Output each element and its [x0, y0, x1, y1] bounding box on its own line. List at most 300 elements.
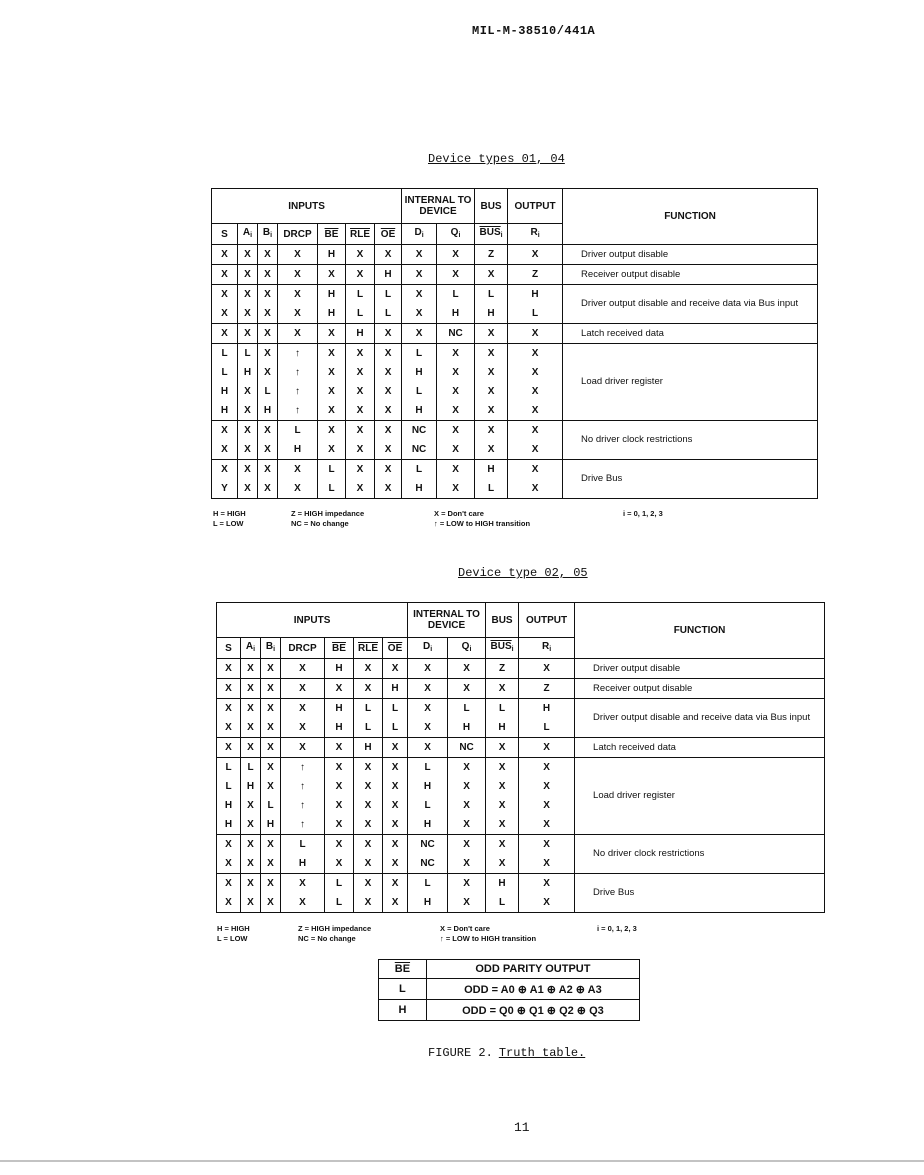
col-b: $B_i$: [261, 638, 281, 659]
table-cell: X: [508, 479, 563, 499]
table-cell: X: [448, 815, 486, 835]
table-row: [217, 659, 825, 679]
table-row: [212, 421, 818, 441]
function-cell: Driver output disable: [563, 245, 818, 265]
col-oe: $\overline{OE}$: [375, 224, 402, 245]
output-header: OUTPUT: [519, 603, 575, 638]
parity-row-be: L: [379, 979, 427, 1000]
table-cell: L: [217, 758, 241, 778]
table-cell: X: [354, 854, 383, 874]
bus-header: BUS: [475, 189, 508, 224]
table-row: [217, 738, 825, 758]
table-cell: X: [241, 815, 261, 835]
table-cell: X: [318, 401, 346, 421]
table-cell: X: [354, 777, 383, 796]
table-cell: X: [217, 835, 241, 855]
table-cell: X: [217, 738, 241, 758]
table-cell: X: [325, 835, 354, 855]
table-cell: H: [325, 718, 354, 738]
table-cell: Z: [475, 245, 508, 265]
table-cell: H: [212, 401, 238, 421]
function-cell: Load driver register: [563, 344, 818, 421]
table-cell: X: [258, 440, 278, 460]
table-row: [212, 324, 818, 344]
table-cell: X: [375, 245, 402, 265]
table-cell: X: [354, 679, 383, 699]
table-cell: X: [238, 401, 258, 421]
table-cell: X: [241, 738, 261, 758]
table-cell: X: [475, 363, 508, 382]
legend-index: i = 0, 1, 2, 3: [623, 509, 663, 518]
table-cell: X: [346, 245, 375, 265]
table-cell: X: [217, 893, 241, 913]
table-cell: L: [402, 460, 437, 480]
table-cell: H: [238, 363, 258, 382]
col-d: $D_i$: [402, 224, 437, 245]
table-cell: X: [278, 324, 318, 344]
table-cell: X: [375, 382, 402, 401]
table-cell: L: [402, 344, 437, 364]
table-cell: L: [486, 699, 519, 719]
table-cell: X: [508, 421, 563, 441]
table-cell: X: [281, 874, 325, 894]
table-cell: X: [486, 796, 519, 815]
table-cell: X: [217, 718, 241, 738]
table-cell: X: [258, 421, 278, 441]
table-cell: X: [325, 738, 354, 758]
table-cell: L: [281, 835, 325, 855]
table-cell: X: [448, 874, 486, 894]
table-cell: X: [437, 363, 475, 382]
table-cell: L: [519, 718, 575, 738]
table-cell: X: [383, 874, 408, 894]
table-cell: H: [383, 679, 408, 699]
table-cell: X: [318, 344, 346, 364]
table-cell: X: [261, 854, 281, 874]
table-cell: X: [278, 304, 318, 324]
legend-high-low: H = HIGH L = LOW: [213, 509, 246, 528]
table-cell: NC: [408, 835, 448, 855]
table-cell: H: [486, 874, 519, 894]
table-cell: H: [402, 401, 437, 421]
table-cell: H: [212, 382, 238, 401]
table-cell: L: [408, 874, 448, 894]
table-cell: H: [261, 815, 281, 835]
table-cell: X: [486, 835, 519, 855]
table-cell: ↑: [278, 401, 318, 421]
table-cell: L: [508, 304, 563, 324]
table-cell: H: [325, 659, 354, 679]
function-cell: No driver clock restrictions: [575, 835, 825, 874]
table-cell: L: [383, 718, 408, 738]
table-cell: X: [217, 699, 241, 719]
table-cell: X: [519, 815, 575, 835]
table-cell: X: [486, 679, 519, 699]
table-row: [217, 835, 825, 855]
output-header: OUTPUT: [508, 189, 563, 224]
inputs-header: INPUTS: [217, 603, 408, 638]
parity-row-be: H: [379, 1000, 427, 1021]
table-cell: X: [241, 659, 261, 679]
figure-caption: FIGURE 2. Truth table.: [428, 1046, 586, 1060]
table2-caption: Device type 02, 05: [458, 566, 588, 580]
parity-col-be: $\overline{BE}$: [379, 960, 427, 979]
function-cell: Driver output disable and receive data via Bus input: [563, 285, 818, 324]
table-cell: X: [212, 245, 238, 265]
table-cell: H: [437, 304, 475, 324]
table-cell: X: [261, 777, 281, 796]
table-cell: X: [383, 854, 408, 874]
table-cell: H: [346, 324, 375, 344]
col-oe: $\overline{OE}$: [383, 638, 408, 659]
table-cell: X: [508, 382, 563, 401]
internal-header: INTERNAL TO DEVICE: [408, 603, 486, 638]
table-row: [212, 460, 818, 480]
table-cell: H: [258, 401, 278, 421]
table-cell: X: [261, 738, 281, 758]
table-cell: X: [281, 738, 325, 758]
table-cell: X: [375, 460, 402, 480]
table-cell: X: [258, 324, 278, 344]
table-cell: X: [325, 758, 354, 778]
table-cell: X: [354, 659, 383, 679]
col-d: $D_i$: [408, 638, 448, 659]
table-row: [217, 679, 825, 699]
page-number: 11: [514, 1120, 530, 1135]
table-cell: X: [238, 421, 258, 441]
table-cell: X: [375, 421, 402, 441]
table-cell: X: [437, 460, 475, 480]
table-cell: X: [281, 699, 325, 719]
col-q: $Q_i$: [437, 224, 475, 245]
table-cell: X: [346, 440, 375, 460]
col-be: $\overline{BE}$: [325, 638, 354, 659]
table-cell: H: [217, 815, 241, 835]
table-cell: X: [278, 245, 318, 265]
table-cell: H: [241, 777, 261, 796]
table-cell: X: [278, 265, 318, 285]
table-cell: X: [325, 854, 354, 874]
table-cell: X: [212, 440, 238, 460]
table-cell: H: [402, 363, 437, 382]
table-cell: L: [375, 304, 402, 324]
table-cell: X: [238, 245, 258, 265]
table-cell: L: [212, 363, 238, 382]
legend-x-transition: X = Don't care ↑ = LOW to HIGH transition: [440, 924, 537, 943]
function-header: FUNCTION: [563, 189, 818, 245]
table-cell: X: [508, 344, 563, 364]
table-cell: L: [383, 699, 408, 719]
table-cell: X: [402, 245, 437, 265]
table-cell: X: [281, 718, 325, 738]
table-cell: X: [383, 835, 408, 855]
truth-table-02-05: [216, 602, 825, 913]
table-cell: X: [318, 265, 346, 285]
table-cell: X: [217, 679, 241, 699]
table-cell: X: [258, 265, 278, 285]
table-cell: X: [486, 758, 519, 778]
table-cell: X: [508, 363, 563, 382]
function-cell: Latch received data: [563, 324, 818, 344]
function-cell: No driver clock restrictions: [563, 421, 818, 460]
col-s: S: [212, 224, 238, 245]
table-cell: X: [325, 815, 354, 835]
legend-index: i = 0, 1, 2, 3: [597, 924, 637, 933]
table-cell: X: [383, 758, 408, 778]
table-cell: X: [212, 460, 238, 480]
function-header: FUNCTION: [575, 603, 825, 659]
table-cell: X: [261, 874, 281, 894]
table-cell: X: [346, 479, 375, 499]
table-cell: NC: [448, 738, 486, 758]
table-cell: X: [238, 479, 258, 499]
table-cell: X: [238, 304, 258, 324]
table-cell: X: [325, 796, 354, 815]
table-cell: NC: [437, 324, 475, 344]
table-cell: X: [375, 440, 402, 460]
function-cell: Drive Bus: [575, 874, 825, 913]
table-cell: X: [519, 777, 575, 796]
table-cell: X: [241, 854, 261, 874]
table-cell: X: [346, 265, 375, 285]
table-cell: X: [437, 401, 475, 421]
table-cell: X: [508, 460, 563, 480]
table-cell: L: [318, 479, 346, 499]
table-cell: X: [346, 344, 375, 364]
table-cell: X: [238, 460, 258, 480]
table-cell: X: [508, 324, 563, 344]
table-cell: X: [402, 324, 437, 344]
table-cell: X: [475, 324, 508, 344]
legend-high-low: H = HIGH L = LOW: [217, 924, 250, 943]
table-cell: H: [475, 304, 508, 324]
col-b: $B_i$: [258, 224, 278, 245]
table-cell: X: [448, 659, 486, 679]
parity-col-output: ODD PARITY OUTPUT: [426, 960, 639, 979]
table-cell: X: [318, 440, 346, 460]
table-cell: X: [261, 893, 281, 913]
table-cell: L: [238, 344, 258, 364]
table-cell: X: [354, 758, 383, 778]
col-a: $A_i$: [241, 638, 261, 659]
table-row: [212, 344, 818, 364]
table-cell: L: [318, 460, 346, 480]
table-cell: X: [258, 304, 278, 324]
table-cell: H: [486, 718, 519, 738]
table-cell: X: [519, 758, 575, 778]
table-cell: X: [212, 304, 238, 324]
table-cell: H: [318, 304, 346, 324]
table-cell: X: [437, 344, 475, 364]
table-cell: L: [346, 304, 375, 324]
table-cell: X: [346, 460, 375, 480]
table-cell: X: [261, 699, 281, 719]
table-cell: X: [241, 679, 261, 699]
table-cell: X: [437, 421, 475, 441]
table-cell: X: [354, 874, 383, 894]
table-cell: X: [354, 893, 383, 913]
table-cell: X: [238, 324, 258, 344]
table-cell: X: [375, 479, 402, 499]
table-cell: X: [241, 874, 261, 894]
table-cell: H: [375, 265, 402, 285]
table-cell: X: [402, 304, 437, 324]
internal-header: INTERNAL TO DEVICE: [402, 189, 475, 224]
function-cell: Load driver register: [575, 758, 825, 835]
table-cell: X: [241, 699, 261, 719]
table-cell: X: [383, 796, 408, 815]
table-cell: H: [408, 815, 448, 835]
table-cell: X: [437, 245, 475, 265]
table-cell: X: [281, 659, 325, 679]
table-cell: X: [375, 363, 402, 382]
table-cell: X: [354, 835, 383, 855]
table-cell: X: [448, 758, 486, 778]
document-number: MIL-M-38510/441A: [472, 24, 596, 38]
table-cell: L: [278, 421, 318, 441]
table-cell: X: [212, 421, 238, 441]
table-cell: X: [241, 718, 261, 738]
table-cell: X: [212, 324, 238, 344]
scan-edge-line: [0, 1160, 924, 1162]
table-cell: X: [448, 679, 486, 699]
table-cell: ↑: [281, 796, 325, 815]
col-bus: $\overline{BUS}_i$: [475, 224, 508, 245]
parity-row-expr: ODD = A0 ⊕ A1 ⊕ A2 ⊕ A3: [426, 979, 639, 1000]
table-cell: L: [408, 796, 448, 815]
table-cell: X: [261, 835, 281, 855]
table-cell: X: [519, 796, 575, 815]
table-cell: Y: [212, 479, 238, 499]
table-cell: X: [383, 659, 408, 679]
col-drcp: DRCP: [281, 638, 325, 659]
table-cell: X: [437, 440, 475, 460]
table-cell: X: [437, 265, 475, 285]
table-cell: X: [261, 758, 281, 778]
table-cell: X: [475, 382, 508, 401]
table-cell: X: [258, 479, 278, 499]
table-cell: L: [448, 699, 486, 719]
table-cell: X: [448, 835, 486, 855]
inputs-header: INPUTS: [212, 189, 402, 224]
table-cell: H: [217, 796, 241, 815]
table-cell: X: [383, 777, 408, 796]
table-cell: X: [408, 659, 448, 679]
table-cell: X: [261, 679, 281, 699]
table-cell: NC: [402, 421, 437, 441]
table-cell: X: [318, 382, 346, 401]
table-cell: X: [212, 285, 238, 305]
table-cell: X: [354, 796, 383, 815]
col-be: $\overline{BE}$: [318, 224, 346, 245]
table-cell: X: [437, 479, 475, 499]
table-cell: L: [375, 285, 402, 305]
table-cell: X: [486, 738, 519, 758]
table-cell: H: [278, 440, 318, 460]
table-cell: X: [519, 854, 575, 874]
table-cell: X: [475, 344, 508, 364]
table-cell: X: [475, 440, 508, 460]
table-cell: X: [402, 285, 437, 305]
table-cell: X: [212, 265, 238, 285]
table-cell: X: [508, 440, 563, 460]
table-cell: ↑: [281, 758, 325, 778]
table-cell: H: [508, 285, 563, 305]
table-cell: X: [217, 659, 241, 679]
table-cell: X: [375, 344, 402, 364]
table-cell: X: [486, 815, 519, 835]
table-cell: L: [475, 285, 508, 305]
table-cell: L: [241, 758, 261, 778]
table-cell: L: [212, 344, 238, 364]
table-cell: L: [217, 777, 241, 796]
table-cell: X: [217, 874, 241, 894]
col-bus: $\overline{BUS}_i$: [486, 638, 519, 659]
table-cell: X: [408, 679, 448, 699]
table-cell: X: [448, 796, 486, 815]
table-cell: ↑: [278, 363, 318, 382]
table-cell: H: [318, 245, 346, 265]
table-cell: X: [241, 893, 261, 913]
table-cell: X: [278, 285, 318, 305]
table-row: [217, 874, 825, 894]
table-cell: H: [281, 854, 325, 874]
table-row: [212, 245, 818, 265]
table-cell: X: [475, 401, 508, 421]
table-row: [217, 758, 825, 778]
function-cell: Receiver output disable: [563, 265, 818, 285]
table-cell: X: [318, 421, 346, 441]
table-cell: Z: [519, 679, 575, 699]
table-cell: X: [486, 777, 519, 796]
table-cell: X: [258, 285, 278, 305]
table-cell: X: [448, 777, 486, 796]
odd-parity-table: [378, 959, 640, 1021]
table-cell: H: [519, 699, 575, 719]
table-cell: NC: [408, 854, 448, 874]
table-cell: X: [261, 659, 281, 679]
col-s: S: [217, 638, 241, 659]
table-cell: ↑: [281, 777, 325, 796]
table-cell: L: [437, 285, 475, 305]
table-cell: X: [278, 479, 318, 499]
table-cell: X: [375, 324, 402, 344]
table-cell: X: [217, 854, 241, 874]
table-cell: X: [238, 440, 258, 460]
table-cell: Z: [508, 265, 563, 285]
table-cell: L: [354, 718, 383, 738]
bus-header: BUS: [486, 603, 519, 638]
function-cell: Drive Bus: [563, 460, 818, 499]
table-cell: Z: [486, 659, 519, 679]
table-cell: X: [383, 893, 408, 913]
parity-row-expr: ODD = Q0 ⊕ Q1 ⊕ Q2 ⊕ Q3: [426, 1000, 639, 1021]
col-q: $Q_i$: [448, 638, 486, 659]
table-cell: X: [241, 835, 261, 855]
table-row: [212, 285, 818, 305]
table-cell: X: [325, 679, 354, 699]
col-r: $R_i$: [508, 224, 563, 245]
table-cell: X: [238, 285, 258, 305]
table-cell: X: [258, 460, 278, 480]
table-cell: X: [318, 363, 346, 382]
table-cell: X: [281, 679, 325, 699]
table-cell: L: [325, 874, 354, 894]
table-cell: H: [354, 738, 383, 758]
table-cell: H: [475, 460, 508, 480]
table-cell: ↑: [278, 382, 318, 401]
legend-x-transition: X = Don't care ↑ = LOW to HIGH transition: [434, 509, 531, 528]
